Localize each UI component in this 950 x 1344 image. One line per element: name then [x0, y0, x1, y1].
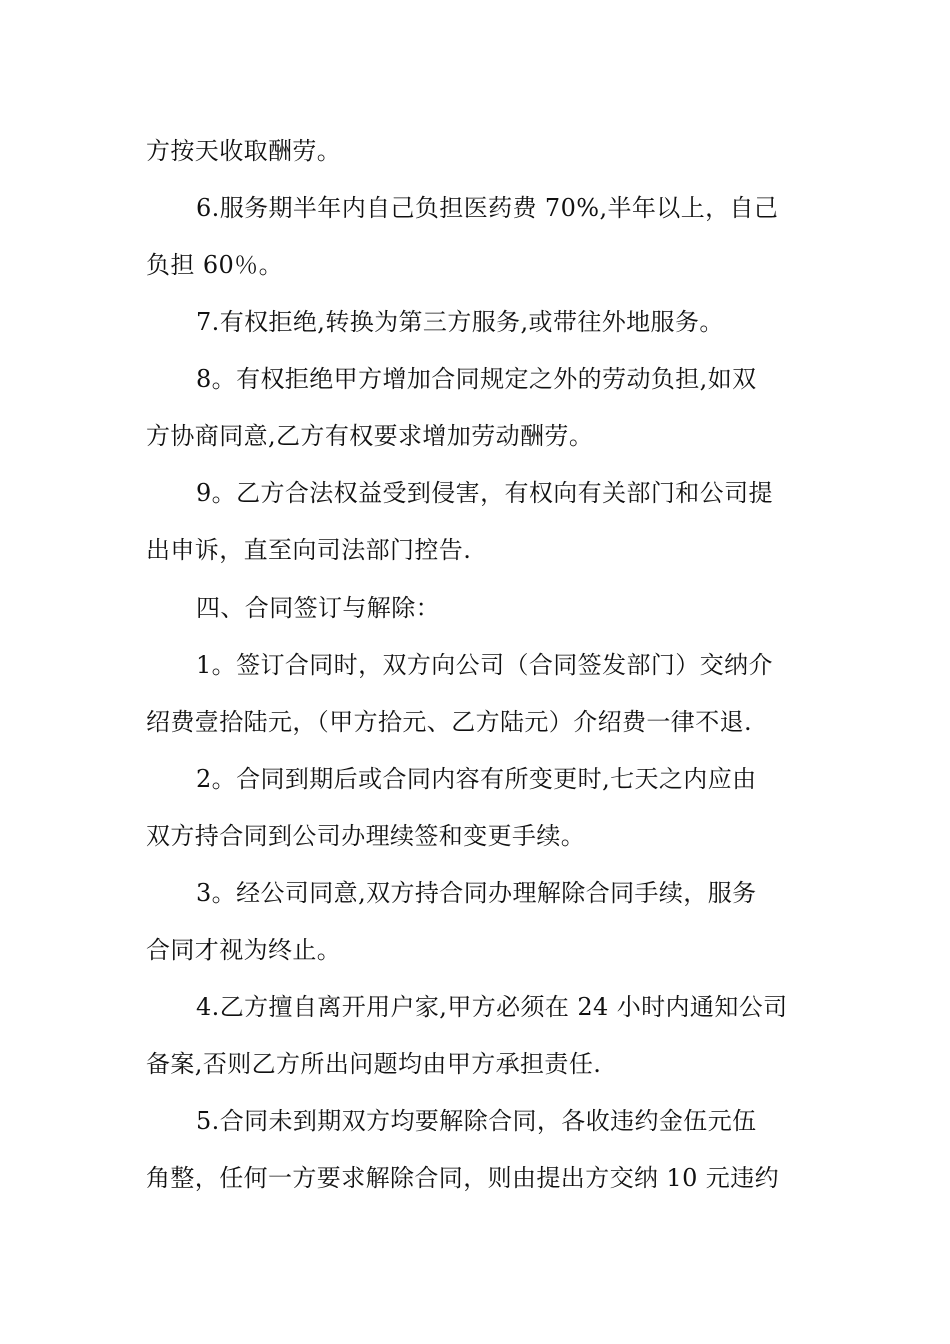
paragraph-line: 8。有权拒绝甲方增加合同规定之外的劳动负担,如双 [196, 365, 757, 393]
paragraph-line: 1。签订合同时，双方向公司（合同签发部门）交纳介 [196, 651, 773, 679]
paragraph-line: 出申诉，直至向司法部门控告. [146, 536, 472, 564]
paragraph-line: 7.有权拒绝,转换为第三方服务,或带往外地服务。 [196, 308, 724, 336]
paragraph-line: 2。合同到期后或合同内容有所变更时,七天之内应由 [196, 765, 757, 793]
paragraph-line: 9。乙方合法权益受到侵害，有权向有关部门和公司提 [196, 479, 773, 507]
paragraph-line: 双方持合同到公司办理续签和变更手续。 [146, 822, 586, 850]
paragraph-line: 方按天收取酬劳。 [146, 137, 342, 165]
paragraph-line: 5.合同未到期双方均要解除合同，各收违约金伍元伍 [196, 1107, 757, 1135]
section-heading: 四、合同签订与解除： [196, 594, 440, 622]
paragraph-line: 备案,否则乙方所出问题均由甲方承担责任. [146, 1050, 602, 1078]
paragraph-line: 3。经公司同意,双方持合同办理解除合同手续，服务 [196, 879, 757, 907]
paragraph-line: 角整，任何一方要求解除合同，则由提出方交纳 10 元违约 [146, 1164, 779, 1192]
paragraph-line: 绍费壹拾陆元，（甲方拾元、乙方陆元）介绍费一律不退. [146, 708, 753, 736]
paragraph-line: 负担 60％。 [146, 251, 283, 279]
paragraph-line: 合同才视为终止。 [146, 936, 342, 964]
paragraph-line: 4.乙方擅自离开用户家,甲方必须在 24 小时内通知公司 [196, 993, 788, 1021]
paragraph-line: 6.服务期半年内自己负担医药费 70%,半年以上，自己 [196, 194, 779, 222]
paragraph-line: 方协商同意,乙方有权要求增加劳动酬劳。 [146, 422, 594, 450]
